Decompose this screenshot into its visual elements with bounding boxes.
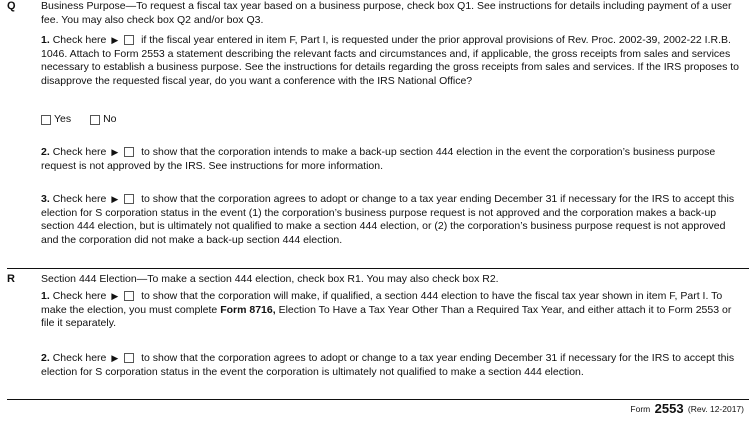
checkbox-r1[interactable] <box>124 291 134 301</box>
item-r1 <box>41 290 741 331</box>
arrow-icon: ▶ <box>111 147 119 157</box>
item-q2-check-text: Check here <box>52 146 107 158</box>
form-8716-reference: Form 8716, <box>220 303 276 316</box>
checkbox-no[interactable] <box>90 115 100 125</box>
item-r1-check-text: Check here <box>52 290 107 302</box>
section-q-heading: Business Purpose—To request a fiscal tax year based on a business purpose, check box Q1. See instructions for details including payment of a user fee. You may also check box Q2 and/or box Q3. <box>41 0 732 26</box>
item-r2-number: 2. <box>41 352 50 364</box>
item-q3-number: 3. <box>41 193 50 205</box>
checkbox-q2[interactable] <box>124 147 134 157</box>
no-label: No <box>103 113 117 125</box>
checkbox-q1[interactable] <box>124 35 134 45</box>
item-q1-conference <box>41 113 741 129</box>
arrow-icon: ▶ <box>111 291 119 301</box>
checkbox-r2[interactable] <box>124 353 134 363</box>
item-q2 <box>41 146 741 173</box>
checkbox-yes[interactable] <box>41 115 51 125</box>
item-r2-text: to show that the corporation agrees to adopt or change to a tax year ending December 31 if necessary for the IRS to accept this election for S corporation status in the event the corporation is ultimately not qualified to make a section 444 election. <box>41 352 735 378</box>
form-revision: (Rev. 12-2017) <box>687 404 744 414</box>
section-letter-q: Q <box>7 0 16 12</box>
item-r2 <box>41 352 741 379</box>
section-r-heading: Section 444 Election—To make a section 444 election, check box R1. You may also check box R2. <box>41 273 499 285</box>
section-divider <box>7 268 749 269</box>
item-q2-text: to show that the corporation intends to make a back-up section 444 election in the event the corporation’s business purpose request is not approved by the IRS. See instructions for more information. <box>41 146 716 172</box>
no-option[interactable] <box>90 113 116 127</box>
item-q3 <box>41 193 741 247</box>
item-q1-check-text: Check here <box>52 34 107 46</box>
form-number: 2553 <box>654 401 684 416</box>
form-footer <box>630 402 744 417</box>
item-q2-number: 2. <box>41 146 50 158</box>
section-letter-r: R <box>7 273 15 285</box>
item-r1-number: 1. <box>41 290 50 302</box>
arrow-icon: ▶ <box>111 194 119 204</box>
item-r1-text-end: Election To Have a Tax Year Other Than a Required Tax Year, and either attach it to Form 2553 or file it separately. <box>41 303 732 330</box>
item-q1-number: 1. <box>41 34 50 46</box>
footer-rule <box>7 399 749 400</box>
item-q1 <box>41 34 741 88</box>
yes-label: Yes <box>54 113 72 125</box>
item-q3-check-text: Check here <box>52 193 107 205</box>
item-q1-text: if the fiscal year entered in item F, Part I, is requested under the prior approval provisions of Rev. Proc. 2002-39, 2002-22 I.R.B. 1046. Attach to Form 2553 a statement describing the relevant facts and circumstances and, if applicable, the gross receipts from sales and services necessary to establish a business purpose. See the instructions for details regarding the gross receipts from sales and services. If the IRS proposes to disapprove the requested fiscal year, do you want a conference with the IRS National Office? <box>41 34 740 87</box>
item-r2-check-text: Check here <box>52 352 107 364</box>
form-label: Form <box>630 404 651 414</box>
arrow-icon: ▶ <box>111 35 119 45</box>
arrow-icon: ▶ <box>111 353 119 363</box>
yes-option[interactable] <box>41 113 71 127</box>
item-r1-text: to show that the corporation will make, if qualified, a section 444 election to have the fiscal tax year shown in item F, Part I. To make the election, you must complete <box>41 290 723 316</box>
checkbox-q3[interactable] <box>124 194 134 204</box>
item-q3-text: to show that the corporation agrees to adopt or change to a tax year ending December 31 if necessary for the IRS to accept this election for S corporation status in the event (1) the corporation’s business purpose request is not approved and the corporation makes a back-up section 444 election, but is ultimately not qualified to make a section 444 election, or (2) the corporation’s business purpose request is not approved and the corporation did not make a back-up section 444 election. <box>41 193 735 246</box>
